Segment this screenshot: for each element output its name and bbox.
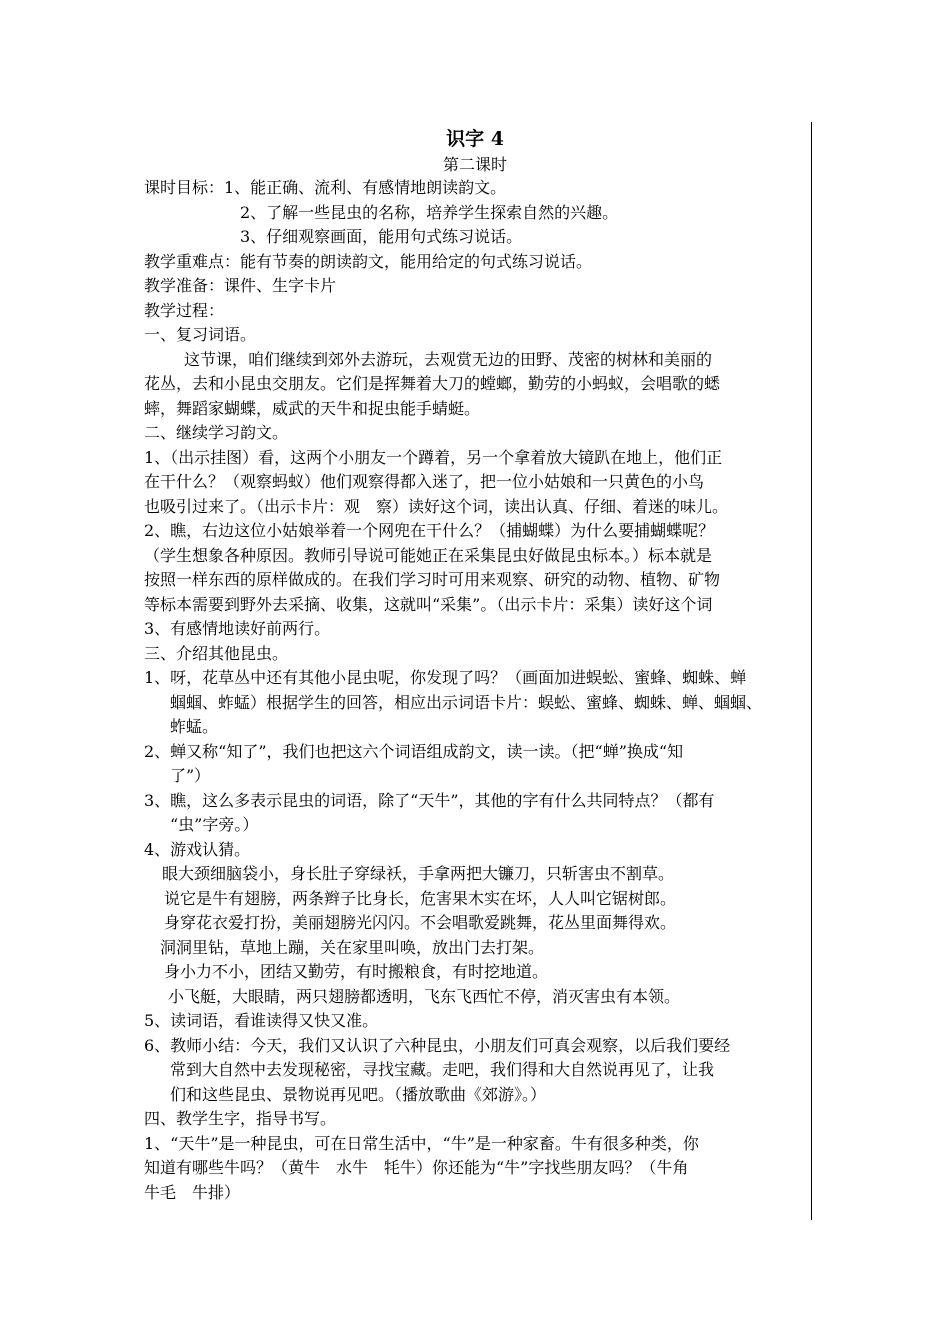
riddle-line: 身穿花衣爱打扮，美丽翅膀光闪闪。不会唱歌爱跳舞，花丛里面舞得欢。 (164, 913, 677, 932)
text-line: 花丛，去和小昆虫交朋友。它们是挥舞着大刀的螳螂，勤劳的小蚂蚁，会唱歌的蟋 (144, 374, 721, 393)
text-line: 也吸引过来了。（出示卡片：观 察）读好这个词，读出认真、仔细、着迷的味儿。 (144, 496, 729, 516)
text-line: 3、瞧，这么多表示昆虫的词语，除了“天牛”，其他的字有什么共同特点？（都有 (144, 790, 715, 810)
text-line: 们和这些昆虫、景物说再见吧。（播放歌曲《郊游》。） (170, 1084, 547, 1104)
text-line: 1、呀，花草丛中还有其他小昆虫呢，你发现了吗？（画面加进蜈蚣、蜜蜂、蜘蛛、蝉 (144, 668, 747, 687)
text-line: 5、读词语，看谁读得又快又准。 (144, 1011, 379, 1030)
text-line: 牛毛 牛排） (144, 1182, 241, 1202)
riddle-line: 洞洞里钻，草地上蹦，关在家里叫唤，放出门去打架。 (160, 937, 545, 957)
right-margin-rule (811, 122, 812, 1220)
text-line: 这节课，咱们继续到郊外去游玩，去观赏无边的田野、茂密的树林和美丽的 (184, 349, 713, 369)
text-line: 等标本需要到野外去采摘、收集，这就叫“采集”。（出示卡片：采集）读好这个词 (144, 594, 713, 614)
riddle-line: 小飞艇，大眼睛，两只翅膀都透明，飞东飞西忙不停，消灭害虫有本领。 (168, 986, 681, 1006)
text-line: 2、了解一些昆虫的名称，培养学生探索自然的兴趣。 (240, 202, 619, 222)
text-line: 6、教师小结：今天，我们又认识了六种昆虫，小朋友们可真会观察，以后我们要经 (144, 1035, 731, 1055)
text-line: 教学准备：课件、生字卡片 (144, 276, 337, 295)
text-line: 教学过程： (144, 300, 225, 320)
text-line: 4、游戏认猜。 (144, 839, 251, 859)
text-line: 知道有哪些牛吗？（黄牛 水牛 牦牛）你还能为“牛”字找些朋友吗？（牛角 (144, 1158, 689, 1177)
text-line: 2、蝉又称“知了”，我们也把这六个词语组成韵文，读一读。（把“蝉”换成“知 (144, 741, 684, 761)
riddle-line: 眼大颈细脑袋小，身长肚子穿绿袄，手拿两把大镰刀，只斩害虫不割草。 (162, 864, 675, 883)
text-line: 按照一样东西的原样做成的。在我们学习时可用来观察、研究的动物、植物、矿物 (144, 570, 721, 589)
page-title: 识字 4 (446, 128, 504, 150)
section-heading: 三、介绍其他昆虫。 (144, 643, 289, 663)
text-line: 1、（出示挂图）看，这两个小朋友一个蹲着，另一个拿着放大镜趴在地上，他们正 (144, 447, 723, 467)
text-line: 3、仔细观察画面，能用句式练习说话。 (240, 227, 523, 246)
riddle-line: 说它是牛有翅膀，两条辫子比身长，危害果木实在坏，人人叫它锯树郎。 (164, 888, 677, 908)
text-line: “虫”字旁。） (170, 815, 259, 834)
text-line: 1、“天牛”是一种昆虫，可在日常生活中，“牛”是一种家畜。牛有很多种类，你 (144, 1133, 699, 1153)
text-line: 了”） (170, 766, 211, 785)
page-subtitle: 第二课时 (442, 155, 507, 174)
text-line: 课时目标：1、能正确、流利、有感情地朗读韵文。 (144, 178, 507, 197)
text-line: 蟀，舞蹈家蝴蝶，威武的天牛和捉虫能手蜻蜓。 (144, 398, 481, 418)
text-line: 蝈蝈、蚱蜢）根据学生的回答，相应出示词语卡片：蜈蚣、蜜蜂、蜘蛛、蝉、蝈蝈、 (170, 692, 763, 712)
text-line: 2、瞧，右边这位小姑娘举着一个网兜在干什么？（捕蝴蝶）为什么要捕蝴蝶呢？ (144, 521, 715, 540)
section-heading: 四、教学生字，指导书写。 (144, 1109, 337, 1128)
text-line: 常到大自然中去发现秘密，寻找宝藏。走吧，我们得和大自然说再见了，让我 (170, 1060, 715, 1079)
text-line: 蚱蜢。 (170, 717, 219, 736)
text-line: 3、有感情地读好前两行。 (144, 619, 331, 638)
section-heading: 二、继续学习韵文。 (144, 423, 289, 442)
text-line: 在干什么？（观察蚂蚁）他们观察得都入迷了，把一位小姑娘和一只黄色的小鸟 (144, 472, 705, 491)
text-line: 教学重难点：能有节奏的朗读韵文，能用给定的句式练习说话。 (144, 251, 593, 271)
section-heading: 一、复习词语。 (144, 325, 257, 344)
lesson-body (144, 176, 810, 1205)
text-line: （学生想象各种原因。教师引导说可能她正在采集昆虫好做昆虫标本。）标本就是 (144, 545, 713, 565)
riddle-line: 身小力不小，团结又勤劳，有时搬粮食，有时挖地道。 (164, 962, 549, 981)
